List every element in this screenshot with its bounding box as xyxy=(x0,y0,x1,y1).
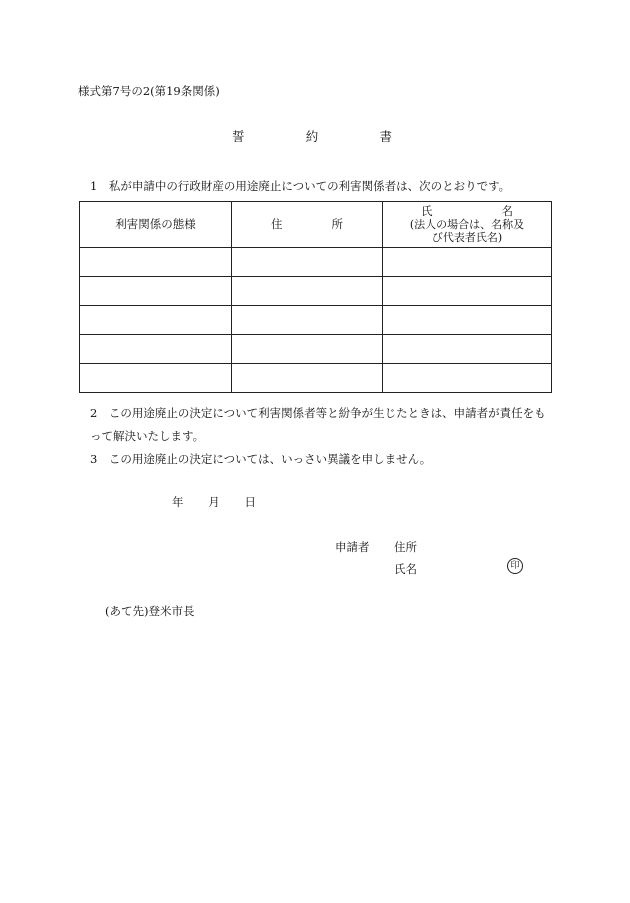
table-cell[interactable] xyxy=(383,335,552,364)
title-char-3: 書 xyxy=(379,129,392,144)
table-row xyxy=(80,335,552,364)
table-cell[interactable] xyxy=(80,248,232,277)
table-cell[interactable] xyxy=(383,277,552,306)
date-day-label: 日 xyxy=(244,495,256,509)
header-name xyxy=(383,202,552,248)
title-char-2: 約 xyxy=(305,129,319,144)
date-month-label: 月 xyxy=(208,495,220,509)
table-row xyxy=(80,248,552,277)
seal-icon: 印 xyxy=(507,558,523,574)
clause-1: 1 私が申請中の行政財産の用途廃止についての利害関係者は、次のとおりです。 xyxy=(90,179,511,193)
header-relationship-type: 利害関係の態様 xyxy=(80,202,232,248)
table-row xyxy=(80,277,552,306)
stakeholder-table xyxy=(79,201,552,393)
title-char-1: 誓 xyxy=(232,129,245,144)
table-cell[interactable] xyxy=(232,335,383,364)
table-cell[interactable] xyxy=(232,248,383,277)
table-row xyxy=(80,364,552,393)
table-cell[interactable] xyxy=(383,248,552,277)
table-cell[interactable] xyxy=(383,306,552,335)
table-cell[interactable] xyxy=(232,306,383,335)
applicant-address-label: 住所 xyxy=(394,540,417,554)
document-title xyxy=(232,127,392,145)
form-number-label: 様式第7号の2(第19条関係) xyxy=(78,84,220,98)
table-cell[interactable] xyxy=(232,364,383,393)
header-name-char-1: 氏 xyxy=(421,204,433,218)
table-cell[interactable] xyxy=(80,277,232,306)
clause-2-line-2: って解決いたします。 xyxy=(90,429,205,443)
table-cell[interactable] xyxy=(80,306,232,335)
header-name-char-2: 名 xyxy=(501,204,513,218)
date-year-label: 年 xyxy=(172,495,184,509)
table-cell[interactable] xyxy=(80,335,232,364)
header-address xyxy=(232,202,383,248)
header-address-char-2: 所 xyxy=(331,217,343,231)
header-address-char-1: 住 xyxy=(271,217,283,231)
table-row xyxy=(80,306,552,335)
applicant-label: 申請者 xyxy=(335,540,370,554)
table-cell[interactable] xyxy=(383,364,552,393)
addressee: (あて先)登米市長 xyxy=(105,604,195,618)
table-header-row xyxy=(80,202,552,248)
header-name-note-1: (法人の場合は、名称及 xyxy=(409,218,525,231)
table-cell[interactable] xyxy=(232,277,383,306)
applicant-name-label: 氏名 xyxy=(394,562,417,576)
clause-3: 3 この用途廃止の決定については、いっさい異議を申しません。 xyxy=(90,452,432,466)
date-line[interactable] xyxy=(172,494,256,510)
header-name-note-2: び代表者氏名) xyxy=(431,231,503,244)
table-cell[interactable] xyxy=(80,364,232,393)
clause-2-line-1: 2 この用途廃止の決定について利害関係者等と紛争が生じたときは、申請者が責任をも xyxy=(90,406,546,420)
